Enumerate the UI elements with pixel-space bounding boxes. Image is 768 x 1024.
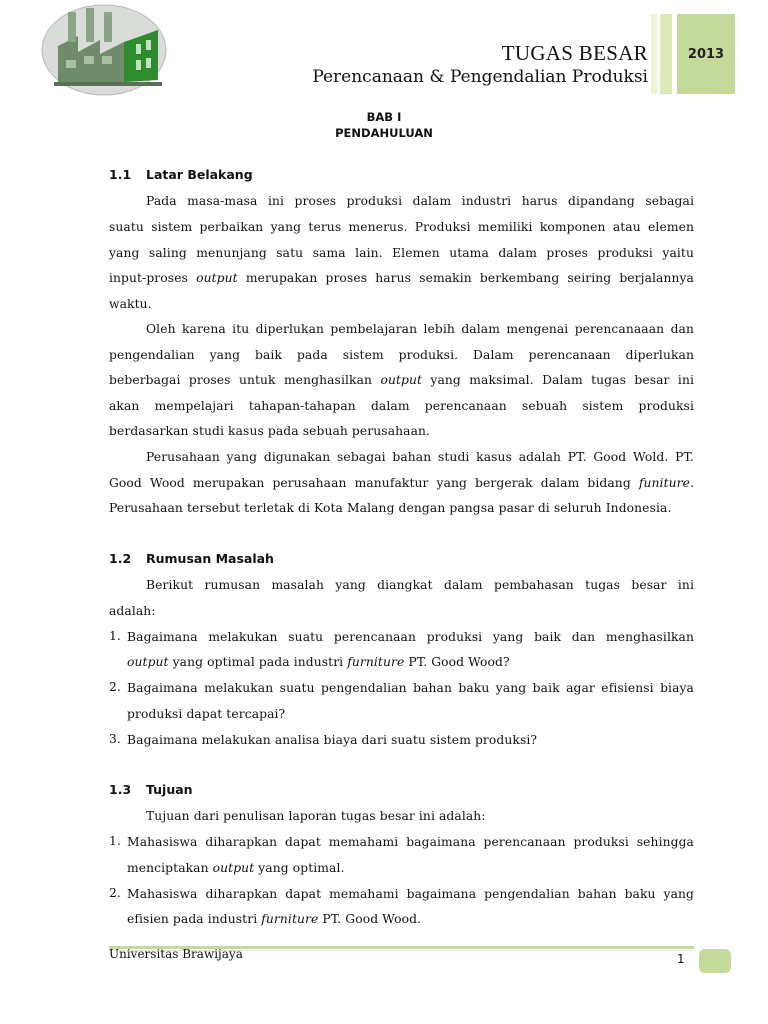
section-number: 1.2 <box>109 551 132 566</box>
paragraph-line: Pada masa-masa ini proses produksi dalam industri harus dipandang sebagai <box>146 194 694 208</box>
paragraph-line: Perusahaan tersebut terletak di Kota Malang dengan pangsa pasar di seluruh Indonesia. <box>109 501 672 515</box>
list-item-line: Bagaimana melakukan analisa biaya dari suatu sistem produksi? <box>127 733 538 747</box>
paragraph-line: Oleh karena itu diperlukan pembelajaran lebih dalam mengenai perencanaaan dan <box>146 322 694 336</box>
list-item-line: Mahasiswa diharapkan dapat memahami bagaimana perencanaan produksi sehingga <box>127 835 694 849</box>
paragraph-line: beberbagai proses untuk menghasilkan output yang maksimal. Dalam tugas besar ini <box>109 373 695 387</box>
list-item-line: produksi dapat tercapai? <box>127 707 286 721</box>
list-number: 2. <box>109 886 121 900</box>
section-heading <box>109 782 193 797</box>
year-badge <box>677 14 735 94</box>
section-number: 1.1 <box>109 167 132 182</box>
section-title: Rumusan Masalah <box>146 551 274 566</box>
document-title: TUGAS BESAR <box>501 41 648 65</box>
paragraph-line: Perusahaan yang digunakan sebagai bahan studi kasus adalah PT. Good Wold. PT. <box>146 450 694 464</box>
list-item-line: Bagaimana melakukan suatu perencanaan produksi yang baik dan menghasilkan <box>127 630 694 644</box>
header-accent-bar <box>651 14 657 94</box>
paragraph-line: akan mempelajari tahapan-tahapan dalam perencanaan sebuah sistem produksi <box>109 399 694 413</box>
section-title: Tujuan <box>146 782 193 797</box>
list-number: 3. <box>109 732 121 746</box>
section-heading <box>109 167 253 182</box>
document-subtitle: Perencanaan & Pengendalian Produksi <box>312 67 648 87</box>
list-item-line: output yang optimal pada industri furniture PT. Good Wood? <box>127 655 510 669</box>
chapter-number: BAB I <box>366 110 402 124</box>
paragraph-line: input-proses output merupakan proses harus semakin berkembang seiring berjalannya <box>109 271 694 285</box>
list-item-line: Bagaimana melakukan suatu pengendalian bahan baku yang baik agar efisiensi biaya <box>127 681 694 695</box>
page-number: 1 <box>677 952 685 966</box>
document-header <box>312 40 648 88</box>
section-heading <box>109 551 274 566</box>
paragraph-line: yang saling menunjang satu sama lain. Elemen utama dalam proses produksi yaitu <box>109 246 694 260</box>
paragraph-line: pengendalian yang baik pada sistem produksi. Dalam perencanaan diperlukan <box>109 348 694 362</box>
footer-institution: Universitas Brawijaya <box>109 947 243 961</box>
paragraph-line: berdasarkan studi kasus pada sebuah perusahaan. <box>109 424 431 438</box>
header-accent-bar <box>660 14 672 94</box>
paragraph-line: Berikut rumusan masalah yang diangkat dalam pembahasan tugas besar ini <box>146 578 694 592</box>
list-number: 1. <box>109 834 121 848</box>
list-number: 2. <box>109 680 121 694</box>
list-item-line: Mahasiswa diharapkan dapat memahami bagaimana pengendalian bahan baku yang <box>127 887 694 901</box>
list-item-line: menciptakan output yang optimal. <box>127 861 345 875</box>
section-number: 1.3 <box>109 782 132 797</box>
paragraph-line: suatu sistem perbaikan yang terus menerus. Produksi memiliki komponen atau elemen <box>109 220 694 234</box>
factory-logo-icon <box>40 2 168 96</box>
year-label: 2013 <box>687 46 725 62</box>
paragraph-line: Tujuan dari penulisan laporan tugas besar ini adalah: <box>146 809 486 823</box>
list-number: 1. <box>109 629 121 643</box>
section-title: Latar Belakang <box>146 167 253 182</box>
list-item-line: efisien pada industri furniture PT. Good Wood. <box>127 912 422 926</box>
page-badge <box>699 949 731 973</box>
chapter-title: PENDAHULUAN <box>335 126 433 140</box>
paragraph-line: waktu. <box>109 297 152 311</box>
paragraph-line: adalah: <box>109 604 156 618</box>
paragraph-line: Good Wood merupakan perusahaan manufaktur yang bergerak dalam bidang funiture. <box>109 476 694 490</box>
